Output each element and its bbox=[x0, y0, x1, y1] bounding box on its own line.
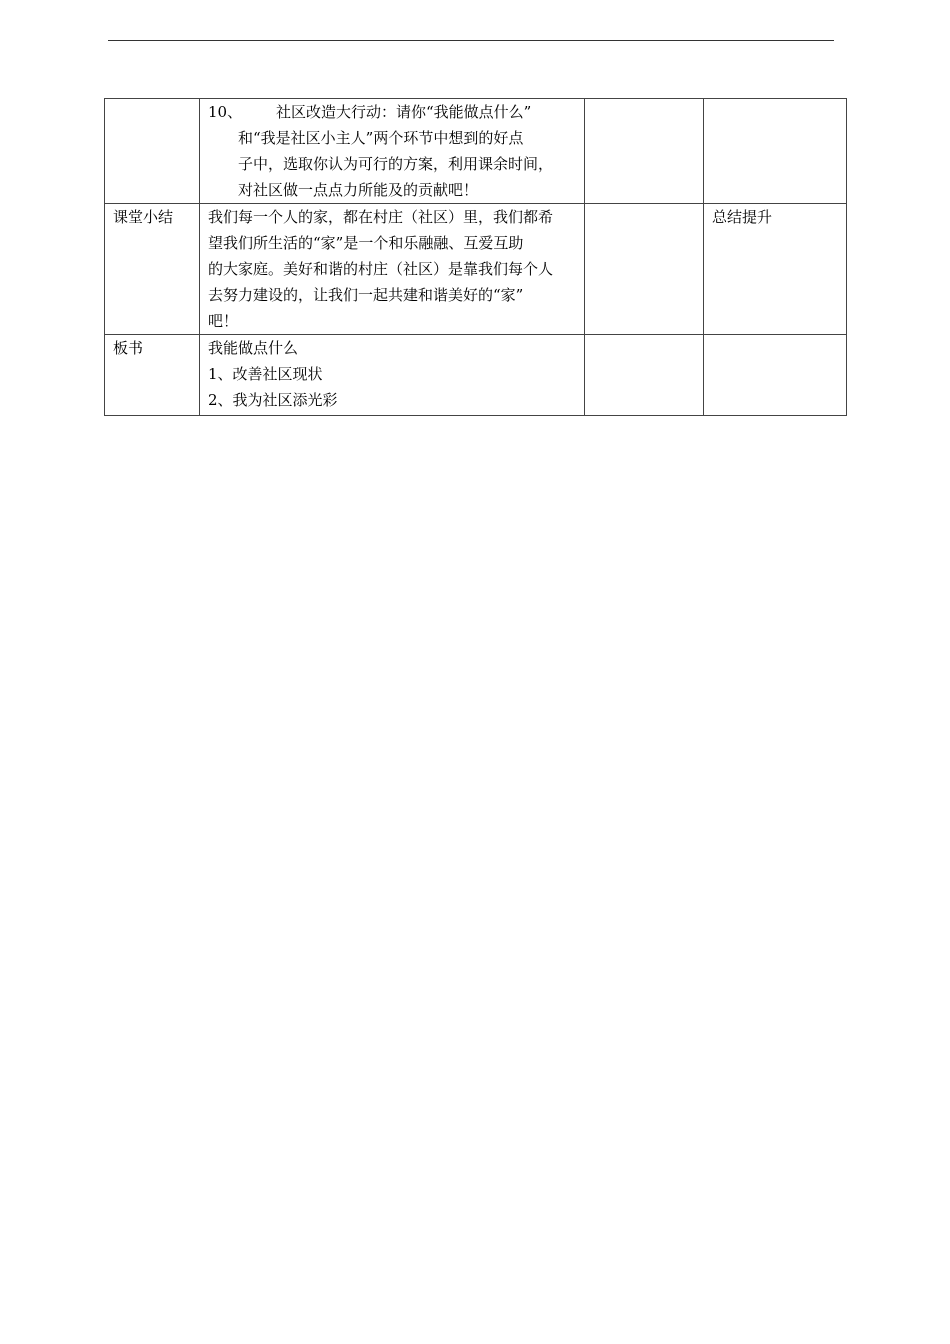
summary-line: 去努力建设的，让我们一起共建和谐美好的“家” bbox=[208, 286, 524, 304]
summary-line: 我们每一个人的家，都在村庄（社区）里，我们都希 bbox=[208, 208, 554, 226]
activity-content-cell bbox=[200, 99, 585, 204]
activity-item-first-line bbox=[208, 99, 576, 125]
design-intent-cell bbox=[704, 335, 847, 416]
blackboard-line: 我能做点什么 bbox=[208, 339, 299, 357]
student-activity-cell bbox=[585, 335, 704, 416]
design-intent-cell: 总结提升 bbox=[704, 204, 847, 335]
blackboard-line: 1、改善社区现状 bbox=[208, 365, 323, 383]
summary-line: 望我们所生活的“家”是一个和乐融融、互爱互助 bbox=[208, 234, 524, 252]
activity-item-line: 对社区做一点点力所能及的贡献吧！ bbox=[238, 181, 479, 199]
table-row bbox=[105, 204, 847, 335]
activity-item-line: 和“我是社区小主人”两个环节中想到的好点 bbox=[238, 129, 524, 147]
item-number: 10、 bbox=[208, 103, 243, 121]
blackboard-line: 2、我为社区添光彩 bbox=[208, 391, 338, 409]
header-rule bbox=[108, 40, 834, 41]
summary-line: 的大家庭。美好和谐的村庄（社区）是靠我们每个人 bbox=[208, 260, 554, 278]
item-text: 社区改造大行动：请你“我能做点什么” bbox=[276, 103, 532, 121]
row-label-cell: 课堂小结 bbox=[105, 204, 200, 335]
student-activity-cell bbox=[585, 99, 704, 204]
summary-line: 吧！ bbox=[208, 312, 239, 330]
lesson-plan-table bbox=[104, 98, 847, 416]
row-label-cell bbox=[105, 99, 200, 204]
row-label-cell: 板书 bbox=[105, 335, 200, 416]
summary-content-cell bbox=[200, 204, 585, 335]
table-row bbox=[105, 99, 847, 204]
blackboard-content-cell bbox=[200, 335, 585, 416]
activity-item-line: 子中，选取你认为可行的方案，利用课余时间， bbox=[238, 155, 554, 173]
design-intent-cell bbox=[704, 99, 847, 204]
student-activity-cell bbox=[585, 204, 704, 335]
table-row bbox=[105, 335, 847, 416]
